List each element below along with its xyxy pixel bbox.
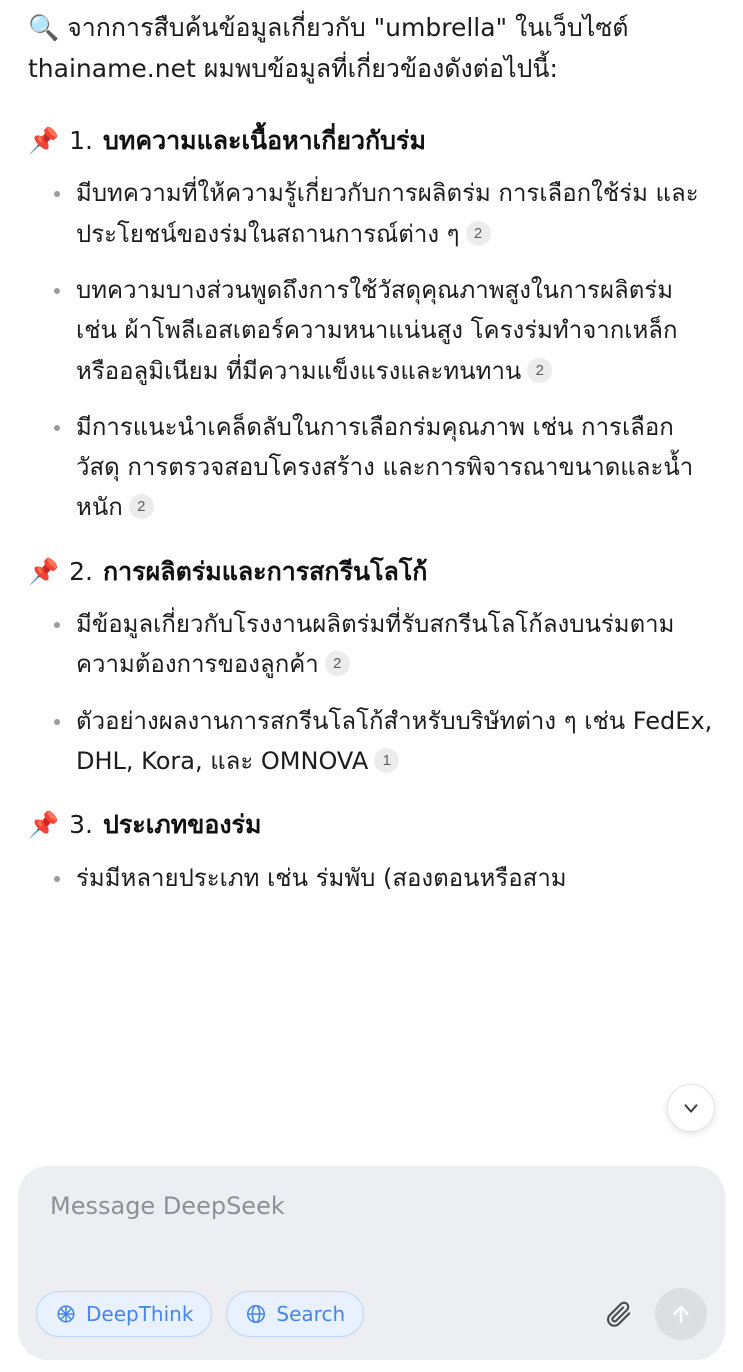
citation-badge[interactable]: 2 (325, 651, 350, 676)
send-message-button[interactable] (655, 1288, 707, 1340)
attach-file-button[interactable] (595, 1291, 641, 1337)
pushpin-icon: 📌 (28, 126, 60, 155)
list-item-text: มีการแนะนำเคล็ดลับในการเลือกร่มคุณภาพ เช่น การเลือกวัสดุ การตรวจสอบโครงสร้าง และการพิจารณาขนาดและน้ำหนัก (76, 412, 694, 522)
answer-section (28, 123, 715, 528)
section-bullet-list (28, 604, 715, 781)
section-title: ประเภทของร่ม (103, 810, 262, 840)
pushpin-icon: 📌 (28, 556, 60, 586)
composer-fade-overlay (0, 1142, 743, 1168)
section-title: บทความและเนื้อหาเกี่ยวกับร่ม (103, 126, 426, 155)
deepthink-button[interactable] (36, 1291, 212, 1337)
paperclip-icon (603, 1299, 633, 1329)
list-item-text: มีข้อมูลเกี่ยวกับโรงงานผลิตร่มที่รับสกรีนโลโก้ลงบนร่มตามความต้องการของลูกค้า (76, 610, 675, 679)
search-label: Search (276, 1302, 346, 1326)
globe-icon (245, 1303, 267, 1325)
answer-section (28, 807, 715, 898)
composer-toolbar (36, 1288, 707, 1340)
message-composer[interactable] (18, 1166, 725, 1360)
citation-badge[interactable]: 1 (374, 748, 399, 773)
list-item-text: ตัวอย่างผลงานการสกรีนโลโก้สำหรับบริษัทต่าง ๆ เช่น FedEx, DHL, Kora, และ OMNOVA (76, 706, 713, 775)
section-number: 3. (69, 810, 93, 840)
pushpin-icon: 📌 (28, 810, 60, 840)
message-input[interactable]: Message DeepSeek (50, 1192, 285, 1220)
citation-badge[interactable]: 2 (466, 221, 491, 246)
section-number: 1. (69, 126, 93, 155)
list-item (50, 858, 715, 898)
list-item (50, 270, 715, 391)
citation-badge[interactable]: 2 (129, 494, 154, 519)
list-item (50, 407, 715, 528)
section-title: การผลิตร่มและการสกรีนโลโก้ (103, 556, 428, 586)
scroll-to-bottom-button[interactable] (667, 1084, 715, 1132)
section-bullet-list (28, 858, 715, 898)
list-item-text: บทความบางส่วนพูดถึงการใช้วัสดุคุณภาพสูงในการผลิตร่ม เช่น ผ้าโพลีเอสเตอร์ความหนาแน่นสูง โครงร่มทำจากเหล็กหรืออลูมิเนียม ที่มีความแข็งแรงและทนทาน (76, 275, 678, 385)
section-bullet-list (28, 173, 715, 528)
section-number: 2. (69, 556, 93, 586)
arrow-up-icon (668, 1301, 694, 1327)
deepthink-label: DeepThink (86, 1302, 194, 1326)
section-heading (28, 807, 715, 843)
list-item (50, 701, 715, 782)
section-heading (28, 123, 715, 159)
intro-text: จากการสืบค้นข้อมูลเกี่ยวกับ "umbrella" ในเว็บไซต์ thainame.net ผมพบข้อมูลที่เกี่ยวข้องดังต่อไปนี้: (28, 13, 629, 83)
answer-section (28, 554, 715, 782)
list-item (50, 173, 715, 254)
list-item-text: ร่มมีหลายประเภท เช่น ร่มพับ (สองตอนหรือสาม (76, 863, 567, 892)
chevron-down-icon (680, 1097, 702, 1119)
magnifier-icon: 🔍 (28, 13, 60, 42)
citation-badge[interactable]: 2 (527, 358, 552, 383)
section-heading (28, 554, 715, 590)
list-item-text: มีบทความที่ให้ความรู้เกี่ยวกับการผลิตร่ม การเลือกใช้ร่ม และประโยชน์ของร่มในสถานการณ์ต่าง ๆ (76, 179, 699, 248)
search-button[interactable] (226, 1291, 364, 1337)
list-item (50, 604, 715, 685)
assistant-intro-paragraph (28, 8, 715, 89)
deepthink-icon (55, 1303, 77, 1325)
